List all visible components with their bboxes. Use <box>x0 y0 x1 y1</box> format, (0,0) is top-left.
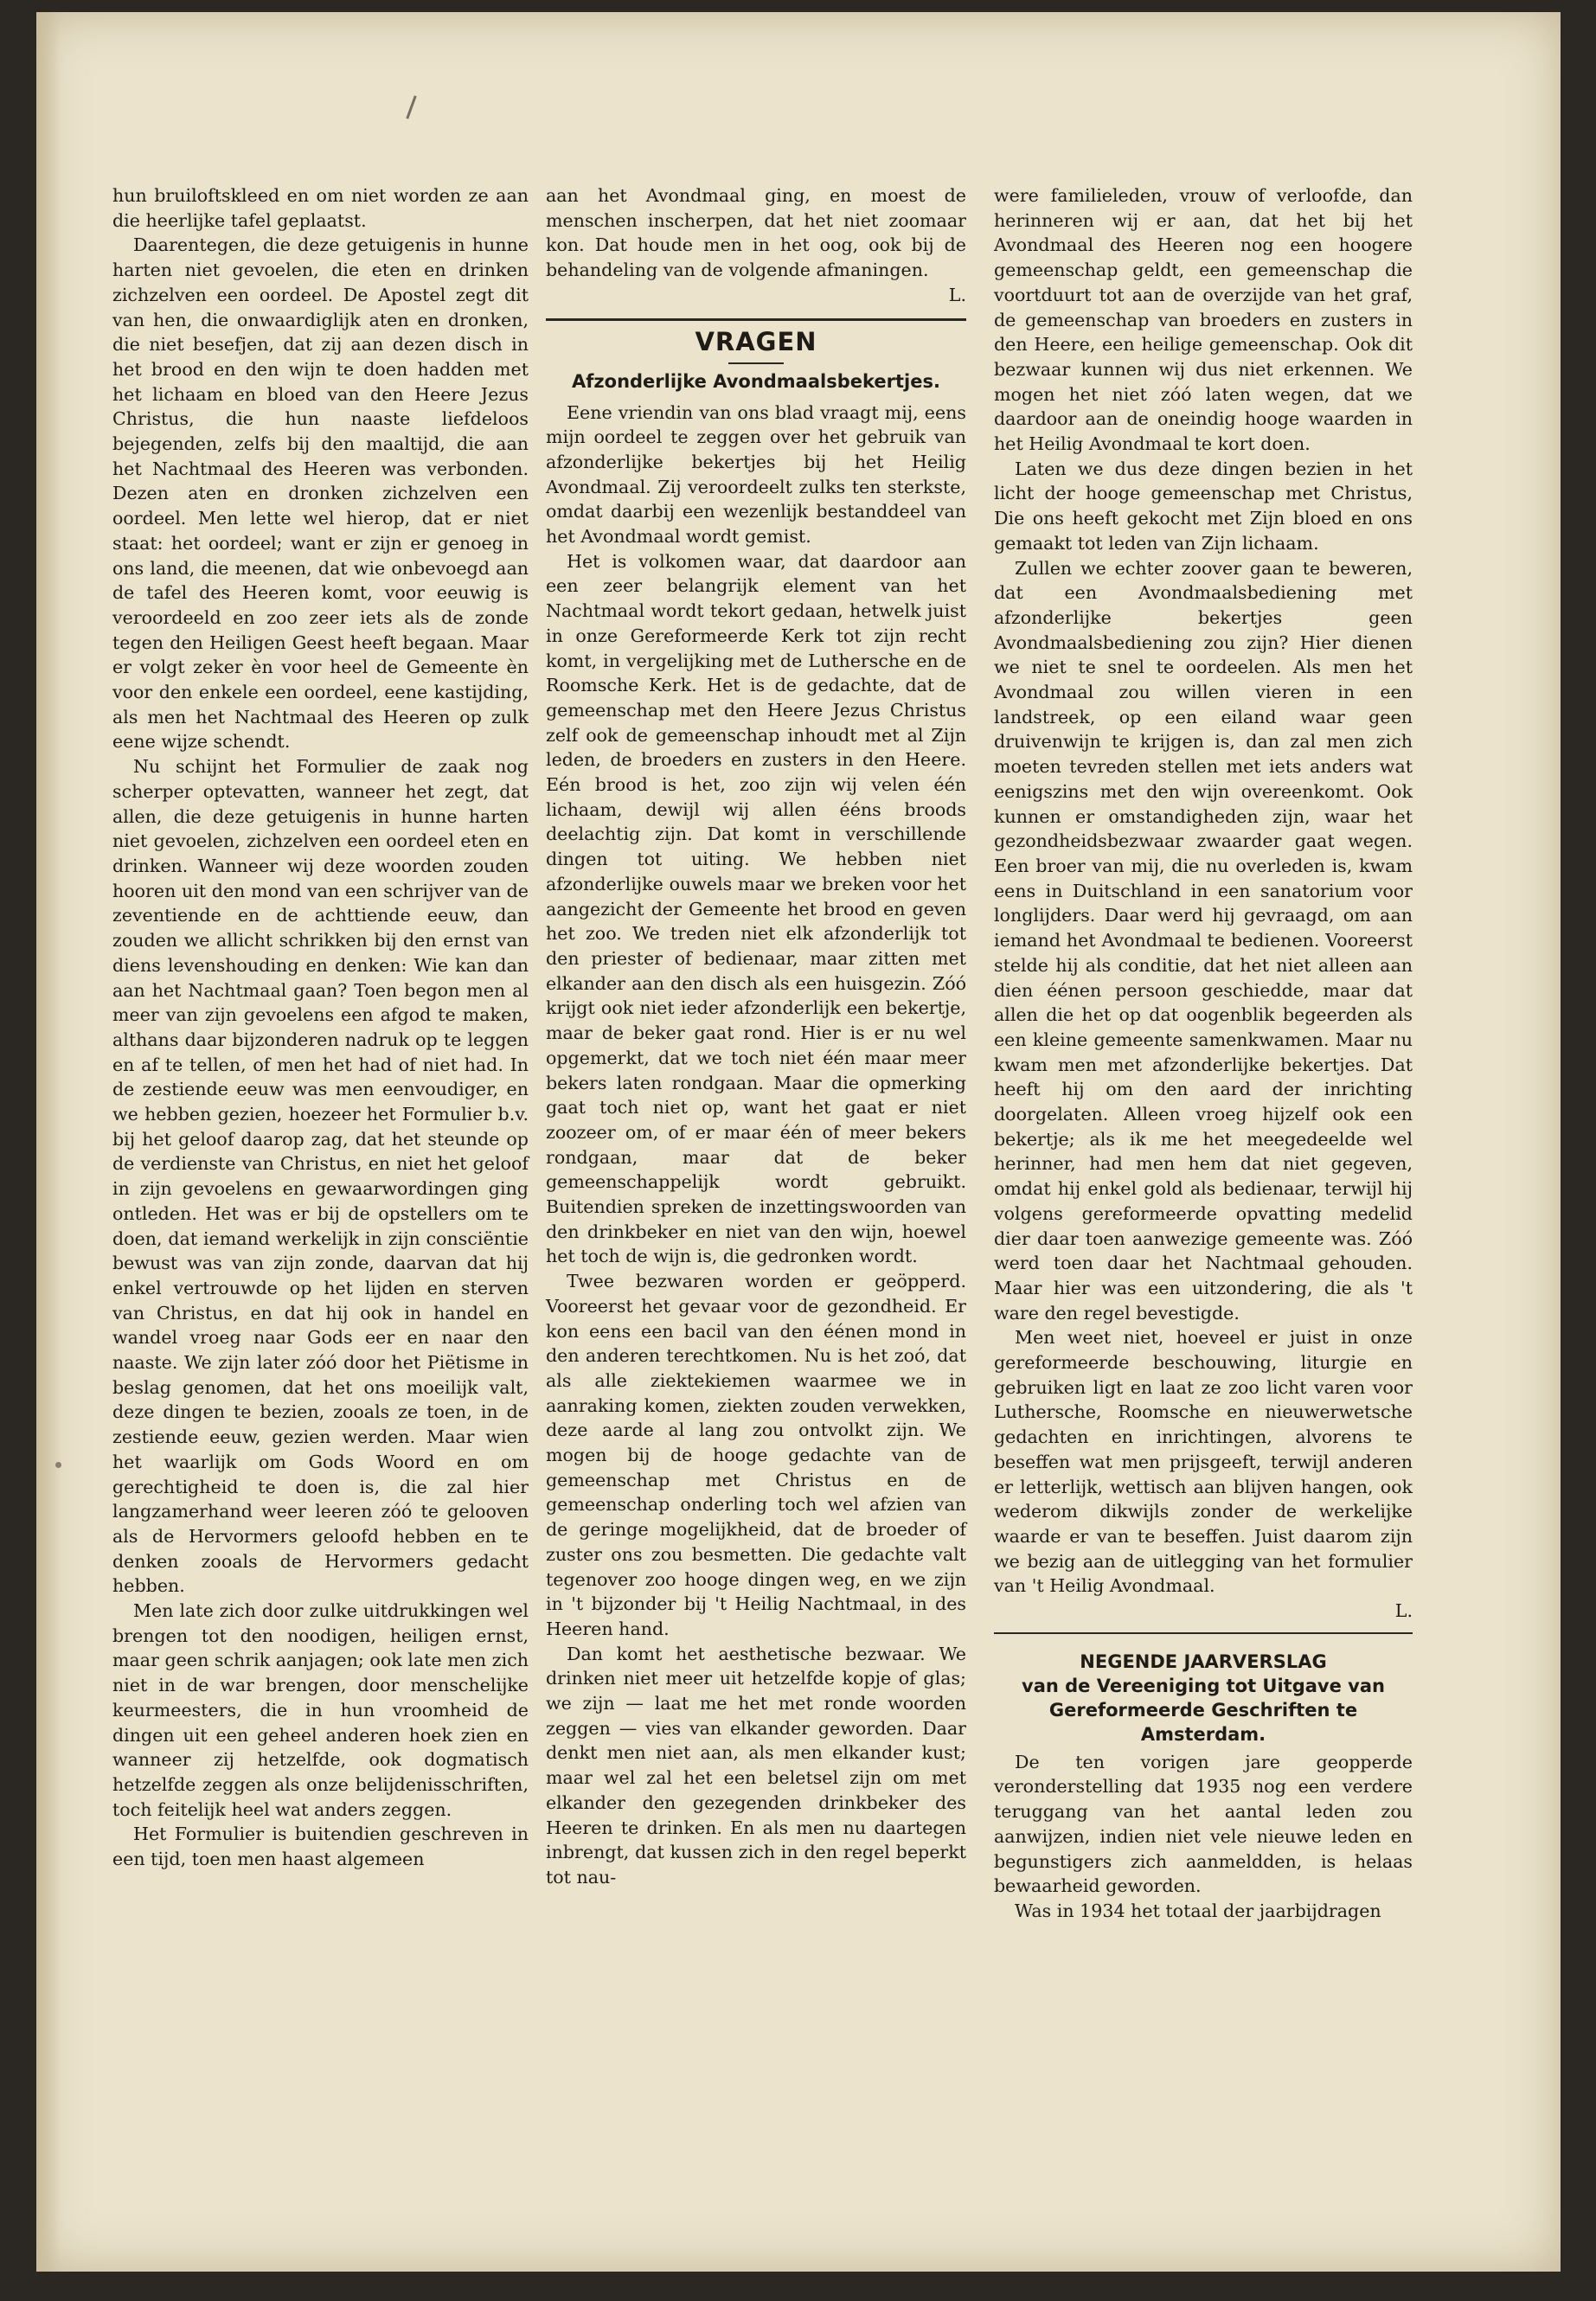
column-2 <box>546 183 966 1890</box>
pencil-mark <box>406 95 416 119</box>
report-heading-line: van de Vereeniging tot Uitgave van <box>1022 1675 1385 1696</box>
paragraph: De ten vorigen jare geopperde veronderstelling dat 1935 nog een verdere teruggang van het aantal leden zou aanwijzen, indien niet vele nieuwe leden en begunstigers zich aanmeldden, is helaas bewaarheid geworden. <box>994 1751 1413 1897</box>
paragraph: Daarentegen, die deze getuigenis in hunne harten niet gevoelen, die eten en drinken zichzelven een oordeel. De Apostel zegt dit van hen, die onwaardiglijk aten en dronken, die niet besefjen, dat zij aan dezen disch in het brood en den wijn te doen hadden met het lichaam en bloed van den Heere Jezus Christus, die hun naaste liefdeloos bejegenden, zelfs bij den maaltijd, die aan het Nachtmaal des Heeren was verbonden. Dezen aten en dronken zichzelven een oordeel. Men lette wel hierop, dat er niet staat: het oordeel; want er zijn er genoeg in ons land, die meenen, dat wie onbevoegd aan de tafel des Heeren komt, voor eeuwig is veroordeeld en zoo zeer iets als de zonde tegen den Heiligen Geest heeft begaan. Maar er volgt zeker èn voor heel de Gemeente èn voor den enkele een oordeel, eene kastijding, als men het Nachtmaal des Heeren op zulk eene wijze schendt. <box>112 234 529 753</box>
punch-dot <box>55 1462 61 1468</box>
paragraph: Zullen we echter zoover gaan te beweren, dat een Avondmaalsbediening met afzonderlijke bekertjes geen Avondmaalsbediening zou zijn? Hier dienen we niet te snel te oordeelen. Als men het Avondmaal zou willen vieren in een landstreek, op een eiland waar geen druivenwijn te krijgen is, dan zal men zich moeten tevreden stellen met iets anders wat eenigszins met den wijn overeenkomt. Ook kunnen er omstandigheden zijn, waar het gezondheidsbezwaar zwaarder gaat wegen. Een broer van mij, die nu overleden is, kwam eens in Duitschland in een sanatorium voor longlijders. Daar werd hij gevraagd, om aan iemand het Avondmaal te bedienen. Vooreerst stelde hij als conditie, dat het niet alleen aan dien éénen persoon geschiedde, maar dat allen die het op dat oogenblik begeerden als een kleine gemeente samenkwamen. Maar nu kwam men met afzonderlijke bekertjes. Dat heeft hij om den aard der inrichting doorgelaten. Alleen vroeg hijzelf ook een bekertje; als ik me het meegedeelde wel herinner, had men hem dat niet gegeven, omdat hij enkel gold als bedienaar, terwijl hij volgens gereformeerde opvatting medelid dier daar toen aanwezige gemeente was. Zóó werd toen daar het Nachtmaal gehouden. Maar hier was een uitzondering, die als 't ware den regel bevestigde. <box>994 557 1413 1324</box>
paragraph: were familieleden, vrouw of verloofde, dan herinneren wij er aan, dat het bij het Avondmaal des Heeren nog een hoogere gemeenschap geldt, een gemeenschap die voortduurt tot aan de overzijde van het graf, de gemeenschap van broeders en zusters in den Heere, een heilige gemeenschap. Ook dit bezwaar kunnen wij dus niet erkennen. We mogen het niet zóó laten wegen, dat we daardoor aan de oneindig hooge waarden in het Heilig Avondmaal te kort doen. <box>994 185 1413 455</box>
paragraph: Men weet niet, hoeveel er juist in onze gereformeerde beschouwing, liturgie en gebruiken ligt en laat ze zoo licht varen voor Luthersche, Roomsche en nieuwerwetsche gedachten en inrichtingen, alvorens te beseffen wat men prijsgeeft, terwijl anderen er letterlijk, wettisch aan blijven hangen, ook wederom dikwijls zonder de werkelijke waarde er van te beseffen. Juist daarom zijn we bezig aan de uitlegging van het formulier van 't Heilig Avondmaal. <box>994 1327 1413 1597</box>
column-1 <box>112 183 529 1872</box>
paragraph: Men late zich door zulke uitdrukkingen wel brengen tot den noodigen, heiligen ernst, maar geen schrik aanjagen; ook late men zich niet in de war brengen, door menschelijke keurmeesters, die in hun vroomheid de dingen uit een geheel anderen hoek zien en wanneer zij hetzelfde, ook dogmatisch hetzelfde zeggen als onze belijdenisschriften, toch feitelijk heel wat anders zeggen. <box>112 1600 529 1820</box>
paragraph: Twee bezwaren worden er geöpperd. Vooreerst het gevaar voor de gezondheid. Er kon eens een bacil van den éénen mond in den anderen terechtkomen. Nu is het zoó, dat als alle ziektekiemen waarmee we in aanraking komen, ziekten zouden verwekken, deze aarde al lang zou ontvolkt zijn. We mogen bij de hooge gedachte van de gemeenschap met Christus en de gemeenschap onderling toch wel afzien van de geringe mogelijkheid, dat de broeder of zuster ons zou besmetten. Die gedachte valt tegenover zoo hooge dingen weg, en we zijn in 't bijzonder bij 't Heilig Nachtmaal, in des Heeren hand. <box>546 1271 966 1639</box>
paragraph: Eene vriendin van ons blad vraagt mij, eens mijn oordeel te zeggen over het gebruik van afzonderlijke bekertjes bij het Heilig Avondmaal. Zij veroordeelt zulks ten sterkste, omdat daarbij een wezenlijk bestanddeel van het Avondmaal wordt gemist. <box>546 401 966 548</box>
report-heading <box>994 1650 1413 1747</box>
article-subheading: Afzonderlijke Avondmaalsbekertjes. <box>572 370 940 392</box>
title-underline <box>728 362 784 364</box>
report-heading-line: Gereformeerde Geschriften te <box>1048 1699 1358 1721</box>
section-divider <box>546 318 966 321</box>
paragraph: Dan komt het aesthetische bezwaar. We drinken niet meer uit hetzelfde kopje of glas; we zijn — laat me het met ronde woorden zeggen — vies van elkander geworden. Daar denkt men niet aan, als men elkander kust; maar wel zal het een beletsel zijn om met elkander den gezegenden drinkbeker des Heeren te drinken. En als men nu daartegen inbrengt, dat kussen zich in den regel beperkt tot nau- <box>546 1643 966 1888</box>
section-divider <box>994 1632 1413 1634</box>
section-title: VRAGEN <box>695 326 817 356</box>
newspaper-page <box>36 12 1561 2272</box>
paragraph: Het is volkomen waar, dat daardoor aan een zeer belangrijk element van het Nachtmaal wordt tekort gedaan, hetwelk juist in onze Gereformeerde Kerk tot zijn recht komt, in vergelijking met de Luthersche en de Roomsche Kerk. Het is de gedachte, dat de gemeenschap met den Heere Jezus Christus zelf ook de gemeenschap inhoudt met al Zijn leden, de broeders en zusters in den Heere. Eén brood is het, zoo zijn wij velen één lichaam, dewijl wij allen ééns broods deelachtig zijn. Dat komt in verschillende dingen tot uiting. We hebben niet afzonderlijke ouwels maar we breken voor het aangezicht der Gemeente het brood en geven het zoo. We treden niet elk afzonderlijk tot den priester of bedienaar, maar zitten met elkander aan den disch als een huisgezin. Zóó krijgt ook niet ieder afzonderlijk een bekertje, maar de beker gaat rond. Hier is er nu wel opgemerkt, dat we toch niet één maar meer bekers laten rondgaan. Maar die opmerking gaat toch niet op, want het gaat er niet zoozeer om, of er maar één of meer bekers rondgaan, maar dat de beker gemeenschappelijk wordt gebruikt. Buitendien spreken de inzettingswoorden van den drinkbeker en niet van den wijn, hoewel het toch de wijn is, die gedronken wordt. <box>546 550 966 1267</box>
report-heading-line: Amsterdam. <box>1140 1723 1266 1745</box>
paragraph: hun bruiloftskleed en om niet worden ze aan die heerlijke tafel geplaatst. <box>112 185 529 231</box>
intro-paragraph: aan het Avondmaal ging, en moest de menschen inscherpen, dat het niet zoomaar kon. Dat houde men in het oog, ook bij de behandeling van de volgende afmaningen. <box>546 185 966 281</box>
paragraph: Nu schijnt het Formulier de zaak nog scherper optevatten, wanneer het zegt, dat allen, die deze getuigenis in hunne harten niet gevoelen, zichzelven een oordeel eten en drinken. Wanneer wij deze woorden zouden hooren uit den mond van een schrijver van de zeventiende en de achttiende eeuw, dan zouden we allicht schrikken bij den ernst van diens levenshouding en denken: Wie kan dan aan het Nachtmaal gaan? Toen begon men al meer van zijn gevoelens een afgod te maken, althans daar bijzonderen nadruk op te leggen en af te tellen, of men het had of niet had. In de zestiende eeuw was men eenvoudiger, en we hebben gezien, hoezeer het Formulier b.v. bij het geloof daarop zag, dat het steunde op de verdienste van Christus, en niet het geloof in zijn gevoelens en gewaarwordingen ging ontleden. Het was er bij de opstellers om te doen, dat iemand werkelijk in zijn consciëntie bewust was van zijn zonde, daarvan dat hij enkel vertrouwde op het lijden en sterven van Christus, en dat hij ook in handel en wandel vroeg naar Gods eer en naar den naaste. We zijn later zóó door het Piëtisme in beslag genomen, dat het ons moeilijk valt, deze dingen te bezien, zooals ze toen, in de zestiende eeuw, gezien werden. Maar wien het waarlijk om Gods Woord en om gerechtigheid te doen is, die zal hier langzamerhand weer leeren zóó te gelooven als de Hervormers geloofd hebben en te denken zooals de Hervormers gedacht hebben. <box>112 756 529 1597</box>
article-signature: L. <box>1394 1600 1413 1622</box>
report-heading-line: NEGENDE JAARVERSLAG <box>1080 1650 1327 1672</box>
paragraph: Laten we dus deze dingen bezien in het licht der hooge gemeenschap met Christus, Die ons heeft gekocht met Zijn bloed en ons gemaakt tot leden van Zijn lichaam. <box>994 458 1413 554</box>
intro-signature: L. <box>948 284 966 305</box>
column-3 <box>994 183 1413 1924</box>
paragraph: Was in 1934 het totaal der jaarbijdragen <box>1015 1900 1381 1921</box>
paragraph: Het Formulier is buitendien geschreven in een tijd, toen men haast algemeen <box>112 1823 529 1870</box>
binding-shadow <box>36 12 61 2272</box>
